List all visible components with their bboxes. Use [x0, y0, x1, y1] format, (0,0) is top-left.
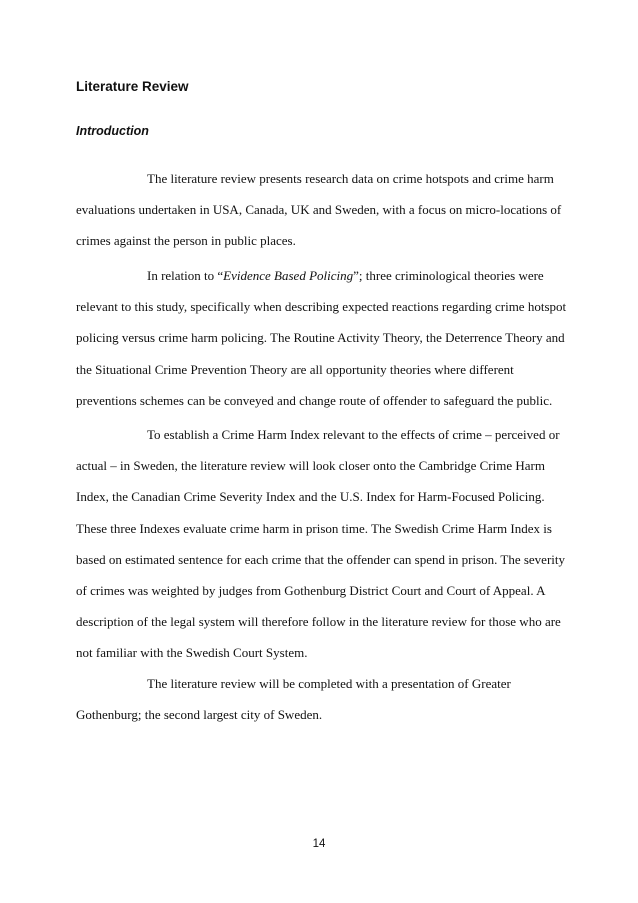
- paragraph-2: [76, 260, 576, 416]
- section-heading: Literature Review: [76, 79, 189, 94]
- italic-term: Evidence Based Policing: [223, 268, 354, 283]
- page-number: 14: [312, 838, 326, 850]
- paragraph-2-lead: In relation to “: [147, 268, 224, 283]
- paragraph-3: To establish a Crime Harm Index relevant to the effects of crime – perceived or actual – in Sweden, the literature review will look closer onto the Cambridge Crime Harm Index, the Canadian Crime Severity Index and the U.S. Index for Harm-Focused Policing. These three Indexes evaluate crime harm in prison time. The Swedish Crime Harm Index is based on estimated sentence for each crime that the offender can spend in prison. The severity of crimes was weighted by judges from Gothenburg District Court and Court of Appeal. A description of the legal system will therefore follow in the literature review for those who are not familiar with the Swedish Court System.: [76, 427, 566, 661]
- paragraph-4: The literature review will be completed with a presentation of Greater Gothenburg; the second largest city of Sweden.: [76, 676, 511, 723]
- paragraph-2-rest: ”; three criminological theories were relevant to this study, specifically when describing expected reactions regarding crime hotspot policing versus crime harm policing. The Routine Activity Theory, the Deterrence Theory and the Situational Crime Prevention Theory are all opportunity theories where different preventions schemes can be conveyed and change route of offender to safeguard the public.: [76, 268, 567, 408]
- subsection-heading: Introduction: [76, 124, 149, 138]
- paragraph-1: The literature review presents research data on crime hotspots and crime harm evaluations undertaken in USA, Canada, UK and Sweden, with a focus on micro-locations of crimes against the person in public places.: [76, 171, 562, 249]
